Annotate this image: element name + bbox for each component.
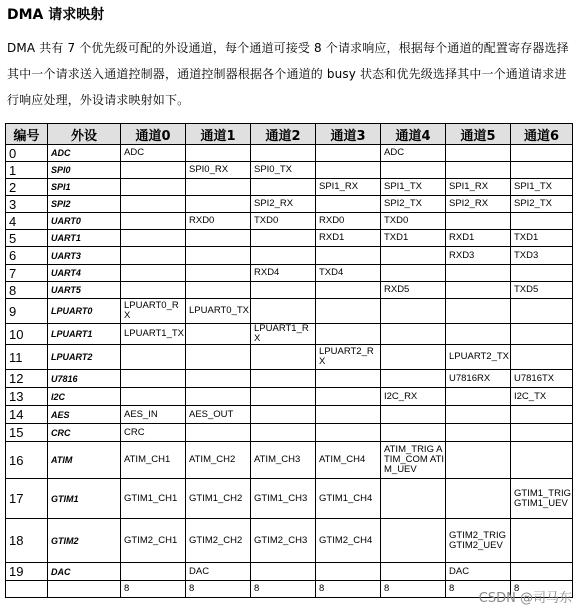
channel-cell xyxy=(511,406,573,424)
header-cell: 通道6 xyxy=(511,124,573,145)
channel-cell: GTIM2_CH3 xyxy=(251,519,316,563)
channel-cell xyxy=(381,345,446,370)
channel-cell xyxy=(511,265,573,282)
channel-cell xyxy=(121,265,186,282)
channel-cell: RXD0 xyxy=(316,213,381,230)
channel-cell: GTIM1_CH1 xyxy=(121,479,186,519)
table-body xyxy=(6,145,573,598)
channel-cell: 8 xyxy=(446,581,511,598)
header-cell: 通道3 xyxy=(316,124,381,145)
channel-cell: AES_IN xyxy=(121,406,186,424)
table-row xyxy=(6,519,573,563)
channel-cell xyxy=(381,247,446,265)
peripheral-cell: U7816 xyxy=(48,370,121,388)
table-row xyxy=(6,265,573,282)
peripheral-cell: LPUART2 xyxy=(48,345,121,370)
row-number-cell: 15 xyxy=(6,424,48,442)
channel-cell: DAC xyxy=(186,563,251,581)
table-row xyxy=(6,345,573,370)
channel-cell xyxy=(511,145,573,162)
channel-cell xyxy=(511,442,573,479)
table-row xyxy=(6,370,573,388)
row-number-cell: 9 xyxy=(6,299,48,324)
channel-cell: LPUART0_RX xyxy=(121,299,186,324)
table-row xyxy=(6,442,573,479)
channel-cell xyxy=(381,162,446,179)
channel-cell xyxy=(251,145,316,162)
row-number-cell: 12 xyxy=(6,370,48,388)
channel-cell: TXD5 xyxy=(511,282,573,299)
channel-cell: ATIM_CH2 xyxy=(186,442,251,479)
table-row xyxy=(6,162,573,179)
table-row xyxy=(6,247,573,265)
peripheral-cell: LPUART0 xyxy=(48,299,121,324)
channel-cell xyxy=(186,345,251,370)
channel-cell: ATIM_CH3 xyxy=(251,442,316,479)
channel-cell xyxy=(381,563,446,581)
channel-cell: ADC xyxy=(381,145,446,162)
row-number-cell: 10 xyxy=(6,324,48,345)
channel-cell: RXD1 xyxy=(316,230,381,247)
peripheral-cell: DAC xyxy=(48,563,121,581)
channel-cell xyxy=(251,299,316,324)
channel-cell: AES_OUT xyxy=(186,406,251,424)
channel-cell: RXD1 xyxy=(446,230,511,247)
channel-cell xyxy=(186,230,251,247)
row-number-cell: 4 xyxy=(6,213,48,230)
channel-cell xyxy=(511,563,573,581)
channel-cell xyxy=(446,145,511,162)
table-row xyxy=(6,324,573,345)
header-cell: 通道2 xyxy=(251,124,316,145)
channel-cell xyxy=(316,563,381,581)
channel-cell: SPI2_TX xyxy=(381,196,446,213)
row-number-cell: 2 xyxy=(6,179,48,196)
channel-cell: TXD3 xyxy=(511,247,573,265)
channel-cell: SPI2_RX xyxy=(251,196,316,213)
channel-cell: SPI1_TX xyxy=(511,179,573,196)
peripheral-cell: AES xyxy=(48,406,121,424)
channel-cell xyxy=(446,213,511,230)
channel-cell xyxy=(381,519,446,563)
channel-cell xyxy=(121,247,186,265)
channel-cell: SPI1_RX xyxy=(316,179,381,196)
peripheral-cell: UART5 xyxy=(48,282,121,299)
peripheral-cell: ADC xyxy=(48,145,121,162)
channel-cell xyxy=(446,424,511,442)
channel-cell: GTIM2_TRIG GTIM2_UEV xyxy=(446,519,511,563)
channel-cell: U7816TX xyxy=(511,370,573,388)
channel-cell xyxy=(316,424,381,442)
peripheral-cell: ATIM xyxy=(48,442,121,479)
channel-cell xyxy=(511,299,573,324)
channel-cell xyxy=(381,370,446,388)
channel-cell: GTIM1_CH4 xyxy=(316,479,381,519)
channel-cell xyxy=(186,388,251,406)
channel-cell: GTIM1_CH2 xyxy=(186,479,251,519)
table-row xyxy=(6,563,573,581)
channel-cell: ADC xyxy=(121,145,186,162)
channel-cell: LPUART1_RX xyxy=(251,324,316,345)
channel-cell xyxy=(381,265,446,282)
peripheral-cell: UART1 xyxy=(48,230,121,247)
channel-cell xyxy=(446,324,511,345)
table-row xyxy=(6,406,573,424)
channel-cell: GTIM2_CH1 xyxy=(121,519,186,563)
channel-cell xyxy=(316,247,381,265)
peripheral-cell: SPI0 xyxy=(48,162,121,179)
channel-cell: I2C_RX xyxy=(381,388,446,406)
channel-cell xyxy=(121,282,186,299)
channel-cell: TXD0 xyxy=(251,213,316,230)
channel-cell: TXD1 xyxy=(511,230,573,247)
channel-cell: 8 xyxy=(381,581,446,598)
channel-cell: SPI0_RX xyxy=(186,162,251,179)
peripheral-cell: GTIM2 xyxy=(48,519,121,563)
table-header-row xyxy=(6,124,573,145)
channel-cell xyxy=(316,324,381,345)
row-number-cell: 13 xyxy=(6,388,48,406)
channel-cell: DAC xyxy=(446,563,511,581)
channel-cell xyxy=(316,406,381,424)
channel-cell xyxy=(186,179,251,196)
channel-cell xyxy=(251,230,316,247)
channel-cell: LPUART0_TX xyxy=(186,299,251,324)
channel-cell: GTIM1_TRIG GTIM1_UEV xyxy=(511,479,573,519)
channel-cell xyxy=(446,265,511,282)
channel-cell xyxy=(186,324,251,345)
header-cell: 外设 xyxy=(48,124,121,145)
channel-cell xyxy=(186,196,251,213)
row-number-cell xyxy=(6,581,48,598)
channel-cell: GTIM2_CH4 xyxy=(316,519,381,563)
channel-cell: SPI2_TX xyxy=(511,196,573,213)
row-number-cell: 6 xyxy=(6,247,48,265)
channel-cell: ATIM_CH4 xyxy=(316,442,381,479)
channel-cell xyxy=(121,370,186,388)
header-cell: 通道4 xyxy=(381,124,446,145)
header-cell: 通道1 xyxy=(186,124,251,145)
channel-cell xyxy=(121,196,186,213)
channel-cell xyxy=(316,162,381,179)
peripheral-cell xyxy=(48,581,121,598)
peripheral-cell: UART0 xyxy=(48,213,121,230)
intro-paragraph: DMA 共有 7 个优先级可配的外设通道，每个通道可接受 8 个请求响应，根据每个通道的配置寄存器选择其中一个请求送入通道控制器，通道控制器根据各个通道的 busy 状态和优先级选择其中一个通道请求进行响应处理，外设请求映射如下。 xyxy=(7,41,569,107)
channel-cell: LPUART1_TX xyxy=(121,324,186,345)
channel-cell: TXD0 xyxy=(381,213,446,230)
channel-cell xyxy=(251,424,316,442)
channel-cell xyxy=(121,563,186,581)
table-row xyxy=(6,230,573,247)
channel-cell xyxy=(316,196,381,213)
channel-cell: SPI1_TX xyxy=(381,179,446,196)
channel-cell: I2C_TX xyxy=(511,388,573,406)
channel-cell: 8 xyxy=(251,581,316,598)
channel-cell xyxy=(511,345,573,370)
channel-cell: TXD4 xyxy=(316,265,381,282)
channel-cell: SPI0_TX xyxy=(251,162,316,179)
channel-cell xyxy=(186,370,251,388)
channel-cell xyxy=(446,442,511,479)
row-number-cell: 14 xyxy=(6,406,48,424)
channel-cell xyxy=(446,162,511,179)
table-row xyxy=(6,213,573,230)
peripheral-cell: SPI1 xyxy=(48,179,121,196)
channel-cell xyxy=(511,424,573,442)
channel-cell: TXD1 xyxy=(381,230,446,247)
channel-cell xyxy=(251,563,316,581)
channel-cell xyxy=(446,299,511,324)
table-row xyxy=(6,179,573,196)
peripheral-cell: GTIM1 xyxy=(48,479,121,519)
channel-cell: 8 xyxy=(511,581,573,598)
row-number-cell: 18 xyxy=(6,519,48,563)
channel-cell xyxy=(121,388,186,406)
row-number-cell: 17 xyxy=(6,479,48,519)
channel-cell: LPUART2_RX xyxy=(316,345,381,370)
dma-request-mapping-table xyxy=(5,123,573,598)
channel-cell xyxy=(251,406,316,424)
channel-cell: GTIM2_CH2 xyxy=(186,519,251,563)
row-number-cell: 1 xyxy=(6,162,48,179)
channel-cell xyxy=(186,265,251,282)
channel-cell xyxy=(446,479,511,519)
table-row xyxy=(6,424,573,442)
channel-cell xyxy=(511,162,573,179)
row-number-cell: 19 xyxy=(6,563,48,581)
peripheral-cell: CRC xyxy=(48,424,121,442)
row-number-cell: 5 xyxy=(6,230,48,247)
channel-cell xyxy=(316,145,381,162)
peripheral-cell: SPI2 xyxy=(48,196,121,213)
channel-cell xyxy=(121,230,186,247)
channel-cell: 8 xyxy=(316,581,381,598)
channel-cell: ATIM_TRIG ATIM_COM ATIM_UEV xyxy=(381,442,446,479)
channel-cell xyxy=(511,324,573,345)
channel-cell xyxy=(251,370,316,388)
channel-cell: ATIM_CH1 xyxy=(121,442,186,479)
channel-cell: RXD3 xyxy=(446,247,511,265)
channel-cell: 8 xyxy=(186,581,251,598)
channel-cell xyxy=(381,299,446,324)
channel-cell: RXD0 xyxy=(186,213,251,230)
peripheral-cell: I2C xyxy=(48,388,121,406)
channel-cell xyxy=(446,282,511,299)
peripheral-cell: UART3 xyxy=(48,247,121,265)
channel-cell xyxy=(316,388,381,406)
channel-cell xyxy=(121,345,186,370)
channel-cell xyxy=(186,145,251,162)
table-row xyxy=(6,299,573,324)
row-number-cell: 0 xyxy=(6,145,48,162)
channel-cell xyxy=(251,282,316,299)
table-row xyxy=(6,145,573,162)
channel-cell xyxy=(251,388,316,406)
channel-cell: RXD5 xyxy=(381,282,446,299)
channel-cell xyxy=(381,324,446,345)
channel-cell xyxy=(186,424,251,442)
channel-cell: SPI1_RX xyxy=(446,179,511,196)
channel-cell xyxy=(381,424,446,442)
channel-cell xyxy=(316,282,381,299)
channel-cell xyxy=(316,370,381,388)
table-row xyxy=(6,479,573,519)
channel-cell xyxy=(121,179,186,196)
channel-cell xyxy=(251,179,316,196)
row-number-cell: 3 xyxy=(6,196,48,213)
channel-cell xyxy=(186,282,251,299)
watermark: CSDN @司马东 xyxy=(478,591,572,606)
channel-cell xyxy=(446,406,511,424)
channel-cell: SPI2_RX xyxy=(446,196,511,213)
peripheral-cell: UART4 xyxy=(48,265,121,282)
channel-cell xyxy=(251,345,316,370)
channel-cell xyxy=(381,479,446,519)
channel-cell: GTIM1_CH3 xyxy=(251,479,316,519)
channel-cell: 8 xyxy=(121,581,186,598)
row-number-cell: 7 xyxy=(6,265,48,282)
row-number-cell: 11 xyxy=(6,345,48,370)
channel-cell xyxy=(121,162,186,179)
channel-cell: RXD4 xyxy=(251,265,316,282)
channel-cell: CRC xyxy=(121,424,186,442)
table-row xyxy=(6,282,573,299)
channel-cell xyxy=(446,388,511,406)
channel-cell xyxy=(381,406,446,424)
table-row xyxy=(6,388,573,406)
peripheral-cell: LPUART1 xyxy=(48,324,121,345)
channel-cell xyxy=(511,213,573,230)
channel-cell xyxy=(121,213,186,230)
page-title: DMA 请求映射 xyxy=(7,7,105,23)
header-cell: 通道5 xyxy=(446,124,511,145)
channel-cell xyxy=(186,247,251,265)
header-cell: 编号 xyxy=(6,124,48,145)
channel-cell: U7816RX xyxy=(446,370,511,388)
table-row xyxy=(6,196,573,213)
channel-cell xyxy=(511,519,573,563)
header-cell: 通道0 xyxy=(121,124,186,145)
channel-cell: LPUART2_TX xyxy=(446,345,511,370)
channel-cell xyxy=(316,299,381,324)
row-number-cell: 16 xyxy=(6,442,48,479)
row-number-cell: 8 xyxy=(6,282,48,299)
channel-cell xyxy=(251,247,316,265)
